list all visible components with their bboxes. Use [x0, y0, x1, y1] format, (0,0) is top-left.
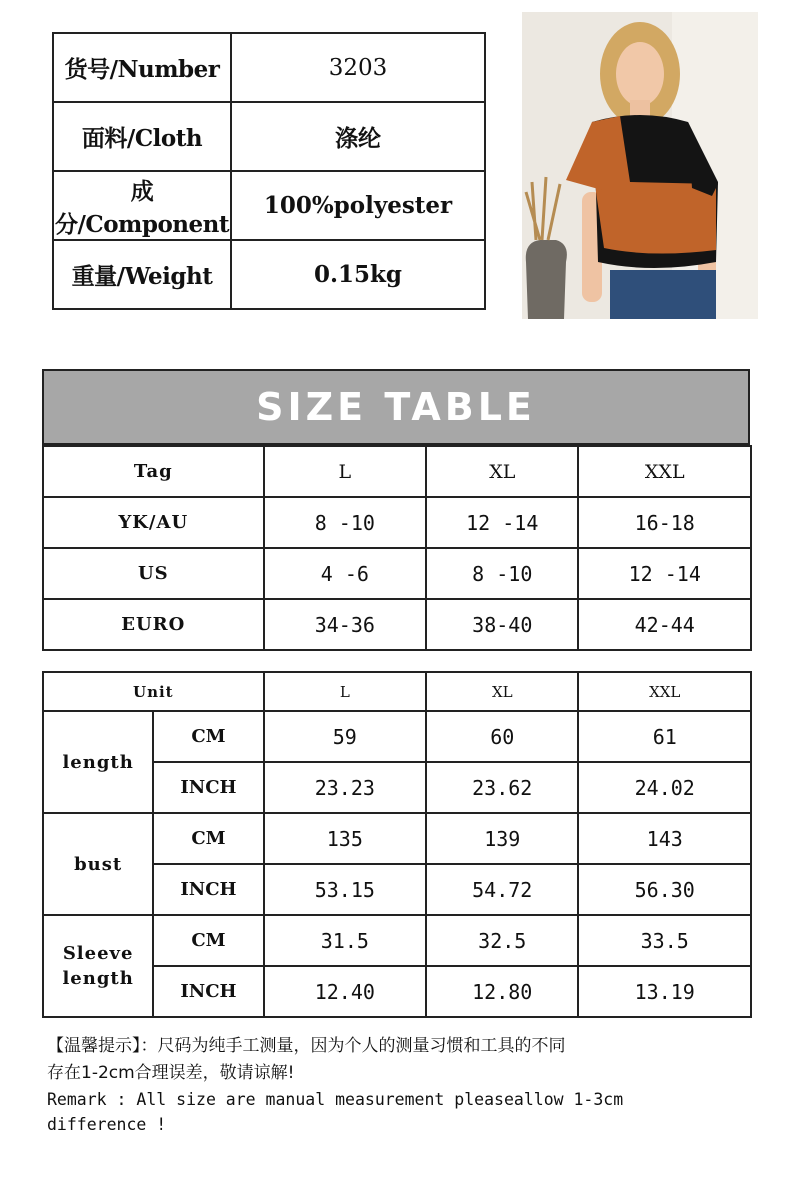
size-row-label: Tag [43, 446, 264, 497]
size-cell: 34-36 [264, 599, 426, 650]
measurement-cell: 53.15 [264, 864, 426, 915]
measurement-cell: 24.02 [578, 762, 751, 813]
measurement-cell: 60 [426, 711, 578, 762]
group-label-sleeve-length: Sleeve length [43, 915, 153, 1017]
group-label-bust: bust [43, 813, 153, 915]
info-row-number [53, 33, 485, 102]
size-cell: 12 -14 [426, 497, 578, 548]
measurement-cell: 135 [264, 813, 426, 864]
info-row-cloth [53, 102, 485, 171]
size-header-cell: XXL [578, 672, 751, 711]
size-row-label: EURO [43, 599, 264, 650]
measurement-cell: 31.5 [264, 915, 426, 966]
size-row-label: US [43, 548, 264, 599]
size-header-cell: L [264, 672, 426, 711]
measurement-row [43, 813, 751, 864]
size-table-title [42, 369, 750, 445]
measurement-table [42, 671, 752, 1018]
unit-header: Unit [43, 672, 264, 711]
size-cell: 16-18 [578, 497, 751, 548]
measurement-row [43, 711, 751, 762]
measurement-cell: 23.62 [426, 762, 578, 813]
info-label: 货号/Number [53, 33, 231, 102]
group-label-length: length [43, 711, 153, 813]
size-cell: 8 -10 [426, 548, 578, 599]
info-label: 重量/Weight [53, 240, 231, 309]
info-row-component [53, 171, 485, 240]
size-table-title-text: SIZE TABLE [256, 385, 536, 429]
measurement-cell: 23.23 [264, 762, 426, 813]
size-row-label: YK/AU [43, 497, 264, 548]
measurement-cell: 143 [578, 813, 751, 864]
info-value: 涤纶 [231, 102, 485, 171]
measurement-cell: 32.5 [426, 915, 578, 966]
measurement-cell: 54.72 [426, 864, 578, 915]
size-table [42, 445, 752, 651]
unit-label: CM [153, 711, 263, 762]
unit-label: INCH [153, 864, 263, 915]
note-en-line: Remark : All size are manual measurement pleaseallow 1-3cm [47, 1090, 624, 1109]
info-label: 面料/Cloth [53, 102, 231, 171]
measurement-cell: 59 [264, 711, 426, 762]
measurement-cell: 139 [426, 813, 578, 864]
size-row-us [43, 548, 751, 599]
product-info-table [52, 32, 486, 310]
measurement-cell: 13.19 [578, 966, 751, 1017]
size-cell: 12 -14 [578, 548, 751, 599]
measurement-cell: 61 [578, 711, 751, 762]
size-cell: XXL [578, 446, 751, 497]
info-value: 3203 [231, 33, 485, 102]
note-cn-line: 【温馨提示】：尺码为纯手工测量，因为个人的测量习惯和工具的不同 [47, 1036, 566, 1056]
size-cell: 42-44 [578, 599, 751, 650]
unit-label: INCH [153, 762, 263, 813]
size-header-cell: XL [426, 672, 578, 711]
size-cell: L [264, 446, 426, 497]
size-cell: 38-40 [426, 599, 578, 650]
unit-label: CM [153, 813, 263, 864]
info-value: 0.15kg [231, 240, 485, 309]
measurement-row [43, 915, 751, 966]
size-row-tag [43, 446, 751, 497]
unit-label: CM [153, 915, 263, 966]
measurement-cell: 33.5 [578, 915, 751, 966]
measurement-header-row [43, 672, 751, 711]
model-illustration [522, 12, 758, 319]
size-cell: 4 -6 [264, 548, 426, 599]
measurement-cell: 12.40 [264, 966, 426, 1017]
measurement-cell: 56.30 [578, 864, 751, 915]
info-value: 100%polyester [231, 171, 485, 240]
size-cell: 8 -10 [264, 497, 426, 548]
size-cell: XL [426, 446, 578, 497]
info-label: 成分/Component [53, 171, 231, 240]
unit-label: INCH [153, 966, 263, 1017]
product-photo [522, 12, 758, 319]
size-row-yk-au [43, 497, 751, 548]
size-row-euro [43, 599, 751, 650]
note-en-line: difference ! [47, 1115, 167, 1134]
info-row-weight [53, 240, 485, 309]
note-cn-line: 存在1-2cm合理误差，敬请谅解! [47, 1063, 295, 1083]
measurement-notes [47, 1033, 767, 1137]
measurement-cell: 12.80 [426, 966, 578, 1017]
